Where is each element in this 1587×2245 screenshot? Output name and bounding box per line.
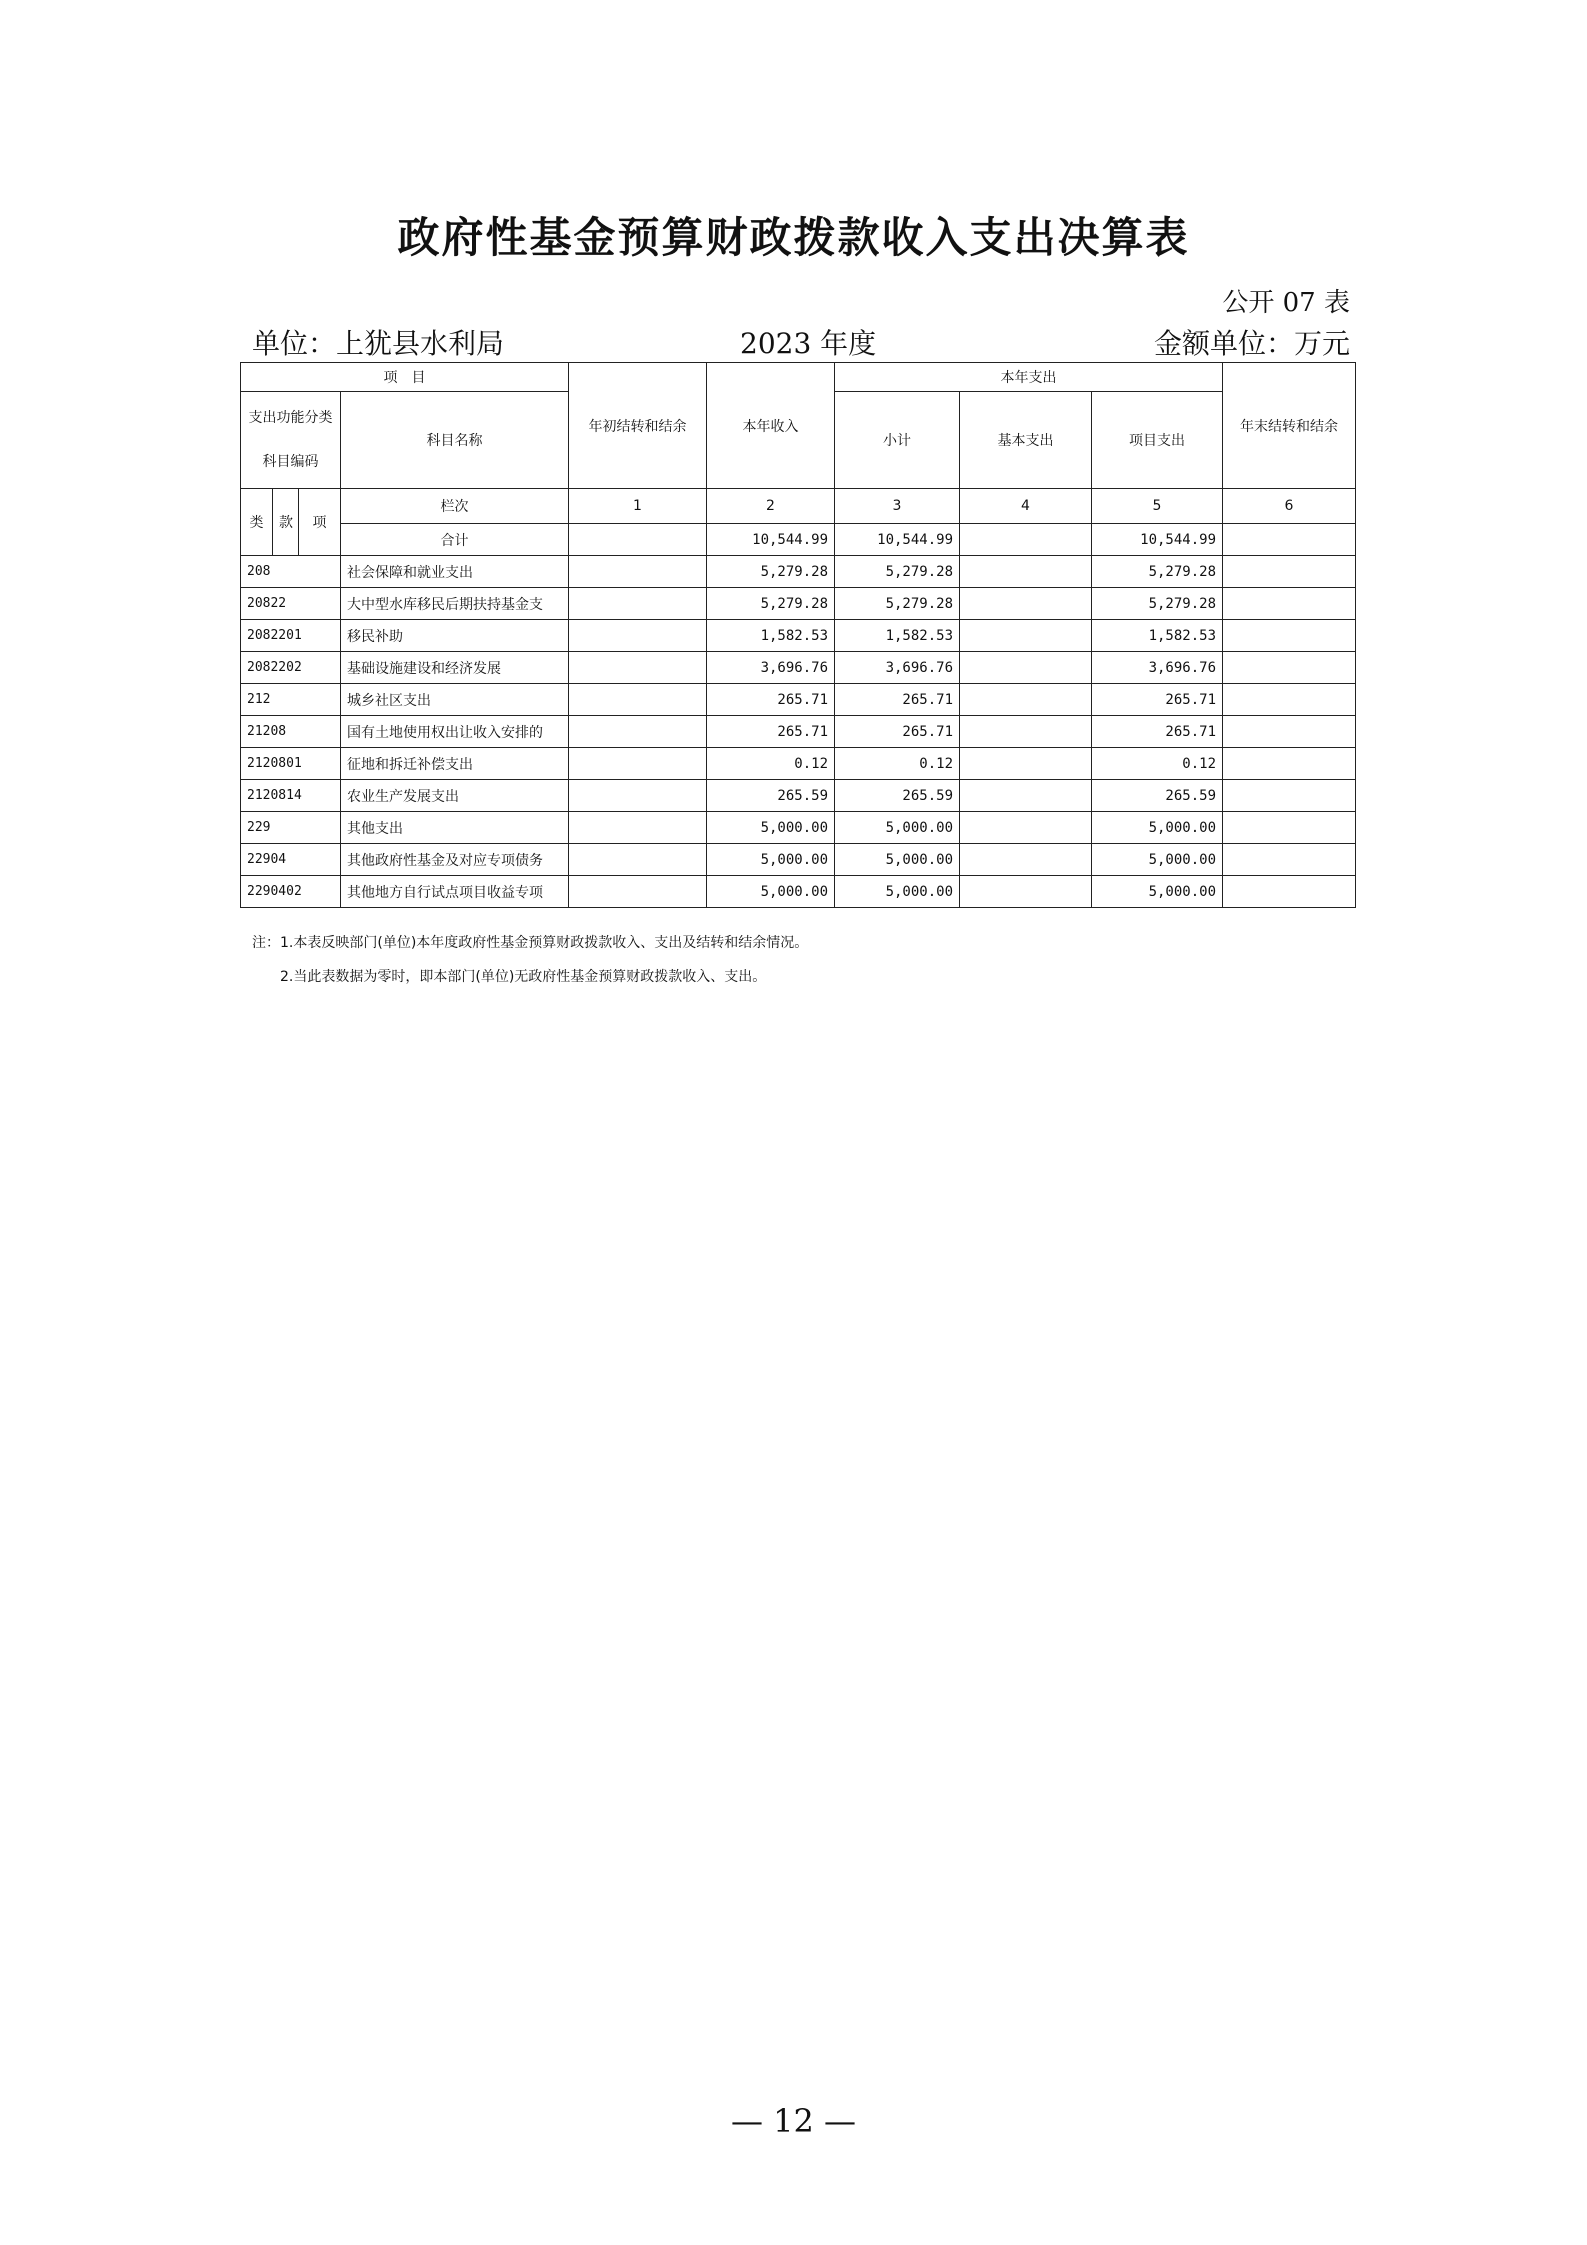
cell-subject-name: 移民补助: [341, 620, 569, 652]
cell-income: 5,000.00: [707, 812, 835, 844]
column-index-2: 2: [707, 489, 835, 524]
cell-income: 3,696.76: [707, 652, 835, 684]
column-index-5: 5: [1092, 489, 1223, 524]
note-2: 2.当此表数据为零时，即本部门(单位)无政府性基金预算财政拨款收入、支出。: [280, 969, 767, 985]
unit-label: 单位：上犹县水利局: [252, 327, 505, 360]
cell-income: 0.12: [707, 748, 835, 780]
year-label: 2023 年度: [740, 327, 877, 360]
table-row: [241, 812, 1356, 844]
cell-project-expense: 0.12: [1092, 748, 1223, 780]
notes: [252, 932, 808, 1000]
cell-code: 22904: [241, 844, 341, 876]
total-project: 10,544.99: [1092, 524, 1223, 556]
cell-code: 208: [241, 556, 341, 588]
header-basic: 基本支出: [960, 392, 1092, 489]
total-subtotal: 10,544.99: [835, 524, 960, 556]
cell-begin-balance: [569, 716, 707, 748]
cell-subtotal: 265.71: [835, 684, 960, 716]
cell-income: 5,279.28: [707, 588, 835, 620]
cell-end-balance: [1223, 812, 1356, 844]
cell-subject-name: 社会保障和就业支出: [341, 556, 569, 588]
table-row: [241, 652, 1356, 684]
cell-basic: [960, 812, 1092, 844]
cell-subject-name: 基础设施建设和经济发展: [341, 652, 569, 684]
cell-basic: [960, 716, 1092, 748]
table-row: [241, 716, 1356, 748]
cell-begin-balance: [569, 588, 707, 620]
header-begin-balance: 年初结转和结余: [569, 363, 707, 489]
header-xiang: 项: [299, 489, 341, 556]
column-index-6: 6: [1223, 489, 1356, 524]
cell-begin-balance: [569, 748, 707, 780]
table-row: [241, 780, 1356, 812]
cell-basic: [960, 620, 1092, 652]
cell-end-balance: [1223, 556, 1356, 588]
cell-begin-balance: [569, 620, 707, 652]
cell-begin-balance: [569, 684, 707, 716]
cell-begin-balance: [569, 844, 707, 876]
cell-basic: [960, 876, 1092, 908]
cell-subject-name: 其他地方自行试点项目收益专项: [341, 876, 569, 908]
cell-basic: [960, 652, 1092, 684]
cell-begin-balance: [569, 652, 707, 684]
cell-subject-name: 城乡社区支出: [341, 684, 569, 716]
cell-subject-name: 大中型水库移民后期扶持基金支: [341, 588, 569, 620]
cell-code: 2120801: [241, 748, 341, 780]
table-row: [241, 748, 1356, 780]
table-body: [241, 556, 1356, 908]
cell-project-expense: 5,279.28: [1092, 556, 1223, 588]
cell-basic: [960, 588, 1092, 620]
money-unit-label: 金额单位：万元: [1153, 327, 1350, 360]
header-project: 项 目: [241, 363, 569, 392]
cell-end-balance: [1223, 876, 1356, 908]
note-1: 注：1.本表反映部门(单位)本年度政府性基金预算财政拨款收入、支出及结转和结余情况。: [252, 935, 809, 951]
budget-table: [240, 362, 1356, 908]
table-row: [241, 844, 1356, 876]
cell-subtotal: 5,279.28: [835, 588, 960, 620]
table-row: [241, 684, 1356, 716]
cell-end-balance: [1223, 844, 1356, 876]
cell-subject-name: 征地和拆迁补偿支出: [341, 748, 569, 780]
cell-begin-balance: [569, 780, 707, 812]
cell-subtotal: 5,279.28: [835, 556, 960, 588]
cell-project-expense: 5,000.00: [1092, 812, 1223, 844]
cell-basic: [960, 556, 1092, 588]
cell-project-expense: 5,279.28: [1092, 588, 1223, 620]
cell-end-balance: [1223, 716, 1356, 748]
cell-subtotal: 265.71: [835, 716, 960, 748]
column-index-label: 栏次: [341, 489, 569, 524]
total-basic: [960, 524, 1092, 556]
header-end-balance: 年末结转和结余: [1223, 363, 1356, 489]
cell-basic: [960, 684, 1092, 716]
header-expense: 本年支出: [835, 363, 1223, 392]
cell-code: 21208: [241, 716, 341, 748]
column-index-4: 4: [960, 489, 1092, 524]
cell-income: 265.71: [707, 684, 835, 716]
cell-code: 229: [241, 812, 341, 844]
cell-begin-balance: [569, 556, 707, 588]
cell-subtotal: 0.12: [835, 748, 960, 780]
cell-income: 5,000.00: [707, 876, 835, 908]
total-label: 合计: [341, 524, 569, 556]
cell-basic: [960, 844, 1092, 876]
total-row: [241, 524, 1356, 556]
cell-begin-balance: [569, 812, 707, 844]
header-kuan: 款: [273, 489, 299, 556]
cell-project-expense: 3,696.76: [1092, 652, 1223, 684]
cell-subject-name: 国有土地使用权出让收入安排的: [341, 716, 569, 748]
cell-basic: [960, 748, 1092, 780]
column-index-3: 3: [835, 489, 960, 524]
cell-begin-balance: [569, 876, 707, 908]
cell-code: 20822: [241, 588, 341, 620]
cell-basic: [960, 780, 1092, 812]
table-row: [241, 588, 1356, 620]
header-lei: 类: [241, 489, 273, 556]
cell-subtotal: 3,696.76: [835, 652, 960, 684]
cell-income: 265.59: [707, 780, 835, 812]
cell-subtotal: 5,000.00: [835, 844, 960, 876]
cell-end-balance: [1223, 684, 1356, 716]
header-func-code: 支出功能分类科目编码: [241, 392, 341, 489]
cell-project-expense: 265.59: [1092, 780, 1223, 812]
cell-income: 265.71: [707, 716, 835, 748]
form-number: 公开 07 表: [1222, 288, 1350, 318]
cell-subtotal: 265.59: [835, 780, 960, 812]
cell-end-balance: [1223, 780, 1356, 812]
page-number: — 12 —: [730, 2102, 857, 2140]
cell-subtotal: 1,582.53: [835, 620, 960, 652]
cell-end-balance: [1223, 748, 1356, 780]
table-row: [241, 556, 1356, 588]
cell-subtotal: 5,000.00: [835, 876, 960, 908]
cell-end-balance: [1223, 588, 1356, 620]
cell-subject-name: 其他支出: [341, 812, 569, 844]
header-subject-name: 科目名称: [341, 392, 569, 489]
cell-income: 5,000.00: [707, 844, 835, 876]
page-title: 政府性基金预算财政拨款收入支出决算表: [397, 213, 1190, 262]
cell-income: 5,279.28: [707, 556, 835, 588]
total-begin: [569, 524, 707, 556]
column-index-1: 1: [569, 489, 707, 524]
cell-code: 2290402: [241, 876, 341, 908]
cell-code: 2082202: [241, 652, 341, 684]
cell-project-expense: 265.71: [1092, 716, 1223, 748]
header-subtotal: 小计: [835, 392, 960, 489]
cell-subject-name: 农业生产发展支出: [341, 780, 569, 812]
cell-subject-name: 其他政府性基金及对应专项债务: [341, 844, 569, 876]
cell-project-expense: 1,582.53: [1092, 620, 1223, 652]
cell-income: 1,582.53: [707, 620, 835, 652]
cell-code: 212: [241, 684, 341, 716]
cell-project-expense: 265.71: [1092, 684, 1223, 716]
cell-project-expense: 5,000.00: [1092, 876, 1223, 908]
cell-end-balance: [1223, 620, 1356, 652]
cell-code: 2082201: [241, 620, 341, 652]
header-income: 本年收入: [707, 363, 835, 489]
table-row: [241, 620, 1356, 652]
header-project-expense: 项目支出: [1092, 392, 1223, 489]
total-end: [1223, 524, 1356, 556]
cell-end-balance: [1223, 652, 1356, 684]
total-income: 10,544.99: [707, 524, 835, 556]
cell-subtotal: 5,000.00: [835, 812, 960, 844]
table-row: [241, 876, 1356, 908]
cell-project-expense: 5,000.00: [1092, 844, 1223, 876]
cell-code: 2120814: [241, 780, 341, 812]
